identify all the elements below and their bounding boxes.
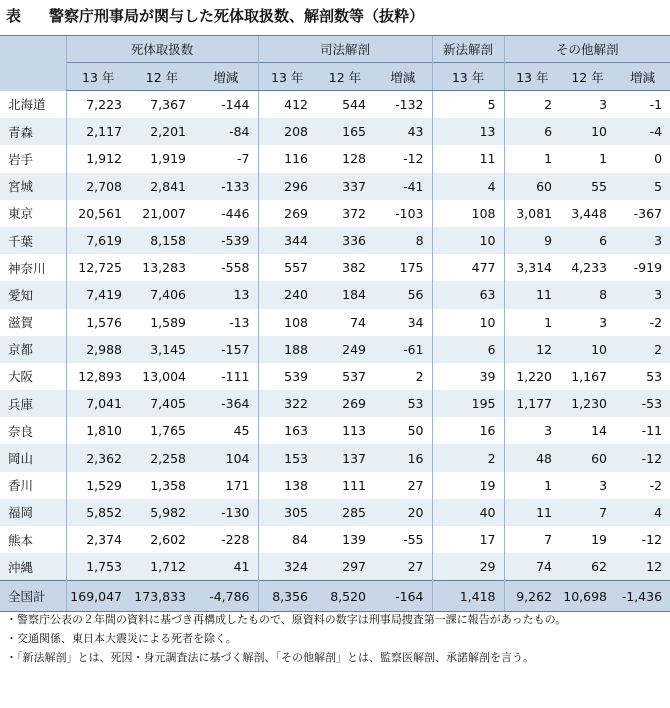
value-cell: 56	[374, 281, 432, 308]
value-cell: -446	[194, 200, 258, 227]
value-cell: 60	[504, 173, 560, 200]
value-cell: -103	[374, 200, 432, 227]
prefecture-cell: 京都	[0, 336, 66, 363]
value-cell: 10	[560, 118, 615, 145]
value-cell: 7	[560, 499, 615, 526]
value-cell: 1,919	[130, 145, 194, 172]
total-label-cell: 全国計	[0, 581, 66, 612]
value-cell: 11	[504, 281, 560, 308]
total-value-cell: 8,356	[258, 581, 316, 612]
value-cell: 324	[258, 553, 316, 581]
data-table	[0, 35, 670, 612]
value-cell: 305	[258, 499, 316, 526]
value-cell: 19	[432, 472, 504, 499]
value-cell: 7,367	[130, 91, 194, 119]
value-cell: -144	[194, 91, 258, 119]
prefecture-cell: 奈良	[0, 417, 66, 444]
value-cell: 17	[432, 526, 504, 553]
table-row	[0, 227, 670, 254]
group-header-other: その他解剖	[504, 36, 670, 63]
sub-header: 13 年	[432, 63, 504, 91]
value-cell: 13	[194, 281, 258, 308]
total-value-cell: 173,833	[130, 581, 194, 612]
value-cell: 175	[374, 254, 432, 281]
value-cell: 382	[316, 254, 374, 281]
value-cell: 3,081	[504, 200, 560, 227]
value-cell: 20,561	[66, 200, 130, 227]
value-cell: 3,145	[130, 336, 194, 363]
value-cell: 1,220	[504, 363, 560, 390]
value-cell: 3,314	[504, 254, 560, 281]
value-cell: 29	[432, 553, 504, 581]
value-cell: 10	[432, 309, 504, 336]
total-value-cell: -164	[374, 581, 432, 612]
value-cell: -11	[615, 417, 670, 444]
value-cell: 477	[432, 254, 504, 281]
value-cell: -2	[615, 309, 670, 336]
value-cell: 16	[374, 444, 432, 471]
value-cell: 240	[258, 281, 316, 308]
value-cell: 1,167	[560, 363, 615, 390]
value-cell: 12,893	[66, 363, 130, 390]
value-cell: -367	[615, 200, 670, 227]
value-cell: 14	[560, 417, 615, 444]
table-row	[0, 390, 670, 417]
value-cell: 27	[374, 553, 432, 581]
value-cell: 1	[504, 145, 560, 172]
value-cell: 5,982	[130, 499, 194, 526]
value-cell: 63	[432, 281, 504, 308]
value-cell: 2,374	[66, 526, 130, 553]
value-cell: 1	[504, 472, 560, 499]
prefecture-cell: 東京	[0, 200, 66, 227]
value-cell: 40	[432, 499, 504, 526]
prefecture-cell: 滋賀	[0, 309, 66, 336]
prefecture-cell: 大阪	[0, 363, 66, 390]
value-cell: 9	[504, 227, 560, 254]
value-cell: 13,283	[130, 254, 194, 281]
value-cell: 2,841	[130, 173, 194, 200]
value-cell: -228	[194, 526, 258, 553]
value-cell: 8,158	[130, 227, 194, 254]
table-row	[0, 526, 670, 553]
value-cell: 195	[432, 390, 504, 417]
table-row	[0, 254, 670, 281]
value-cell: 2,708	[66, 173, 130, 200]
group-header-total: 死体取扱数	[66, 36, 258, 63]
sub-header: 13 年	[66, 63, 130, 91]
value-cell: 1,589	[130, 309, 194, 336]
value-cell: 53	[374, 390, 432, 417]
value-cell: -157	[194, 336, 258, 363]
value-cell: 4	[432, 173, 504, 200]
value-cell: 6	[432, 336, 504, 363]
sub-header: 12 年	[316, 63, 374, 91]
group-header-newlaw: 新法解剖	[432, 36, 504, 63]
sub-header: 13 年	[504, 63, 560, 91]
value-cell: 12	[615, 553, 670, 581]
value-cell: 13	[432, 118, 504, 145]
value-cell: 3	[560, 472, 615, 499]
value-cell: -53	[615, 390, 670, 417]
value-cell: 1,358	[130, 472, 194, 499]
value-cell: 537	[316, 363, 374, 390]
value-cell: -61	[374, 336, 432, 363]
value-cell: 6	[504, 118, 560, 145]
table-footer	[0, 581, 670, 612]
value-cell: 1	[560, 145, 615, 172]
value-cell: -55	[374, 526, 432, 553]
prefecture-cell: 神奈川	[0, 254, 66, 281]
title-text: 警察庁刑事局が関与した死体取扱数、解剖数等（抜粋）	[49, 6, 425, 25]
value-cell: 285	[316, 499, 374, 526]
value-cell: 3,448	[560, 200, 615, 227]
value-cell: 1	[504, 309, 560, 336]
value-cell: -364	[194, 390, 258, 417]
total-row	[0, 581, 670, 612]
value-cell: 84	[258, 526, 316, 553]
prefecture-cell: 岩手	[0, 145, 66, 172]
total-value-cell: 8,520	[316, 581, 374, 612]
value-cell: 2,602	[130, 526, 194, 553]
sub-header: 増減	[615, 63, 670, 91]
table-row	[0, 200, 670, 227]
value-cell: 7	[504, 526, 560, 553]
data-table-container	[0, 35, 670, 612]
value-cell: 5,852	[66, 499, 130, 526]
value-cell: 8	[560, 281, 615, 308]
value-cell: 139	[316, 526, 374, 553]
table-header	[0, 36, 670, 91]
value-cell: 20	[374, 499, 432, 526]
value-cell: 7,041	[66, 390, 130, 417]
value-cell: -2	[615, 472, 670, 499]
value-cell: 153	[258, 444, 316, 471]
value-cell: 74	[504, 553, 560, 581]
footnotes	[6, 610, 566, 667]
value-cell: 249	[316, 336, 374, 363]
prefecture-cell: 青森	[0, 118, 66, 145]
value-cell: 296	[258, 173, 316, 200]
value-cell: 2,362	[66, 444, 130, 471]
value-cell: 171	[194, 472, 258, 499]
prefecture-cell: 北海道	[0, 91, 66, 119]
value-cell: 2	[432, 444, 504, 471]
value-cell: -919	[615, 254, 670, 281]
table-row	[0, 145, 670, 172]
prefecture-cell: 岡山	[0, 444, 66, 471]
total-value-cell: 1,418	[432, 581, 504, 612]
value-cell: 108	[258, 309, 316, 336]
value-cell: 113	[316, 417, 374, 444]
value-cell: 2	[504, 91, 560, 119]
total-value-cell: -1,436	[615, 581, 670, 612]
value-cell: 6	[560, 227, 615, 254]
value-cell: 7,406	[130, 281, 194, 308]
value-cell: 344	[258, 227, 316, 254]
value-cell: -111	[194, 363, 258, 390]
footnote: ・「新法解剖」とは、死因・身元調査法に基づく解剖、「その他解剖」とは、監察医解剖、承諾解剖を言う。	[6, 651, 534, 664]
prefecture-cell: 兵庫	[0, 390, 66, 417]
value-cell: 2,988	[66, 336, 130, 363]
table-row	[0, 309, 670, 336]
value-cell: 208	[258, 118, 316, 145]
value-cell: 111	[316, 472, 374, 499]
value-cell: 116	[258, 145, 316, 172]
value-cell: 322	[258, 390, 316, 417]
prefecture-cell: 千葉	[0, 227, 66, 254]
total-value-cell: 169,047	[66, 581, 130, 612]
value-cell: 3	[560, 91, 615, 119]
value-cell: 11	[432, 145, 504, 172]
table-row	[0, 417, 670, 444]
value-cell: 2,258	[130, 444, 194, 471]
value-cell: 45	[194, 417, 258, 444]
value-cell: 7,419	[66, 281, 130, 308]
table-row	[0, 472, 670, 499]
value-cell: 3	[615, 281, 670, 308]
prefecture-cell: 沖縄	[0, 553, 66, 581]
corner-header	[0, 36, 66, 91]
value-cell: 1,765	[130, 417, 194, 444]
value-cell: 13,004	[130, 363, 194, 390]
value-cell: -539	[194, 227, 258, 254]
value-cell: 2,117	[66, 118, 130, 145]
value-cell: -133	[194, 173, 258, 200]
value-cell: -7	[194, 145, 258, 172]
value-cell: 2	[374, 363, 432, 390]
value-cell: 188	[258, 336, 316, 363]
value-cell: 1,810	[66, 417, 130, 444]
table-row	[0, 91, 670, 119]
value-cell: 1,177	[504, 390, 560, 417]
value-cell: 7,619	[66, 227, 130, 254]
value-cell: 7,223	[66, 91, 130, 119]
value-cell: 55	[560, 173, 615, 200]
value-cell: 1,753	[66, 553, 130, 581]
value-cell: 53	[615, 363, 670, 390]
value-cell: 2,201	[130, 118, 194, 145]
value-cell: 165	[316, 118, 374, 145]
value-cell: 12	[504, 336, 560, 363]
table-row	[0, 499, 670, 526]
value-cell: 3	[615, 227, 670, 254]
value-cell: 27	[374, 472, 432, 499]
value-cell: -4	[615, 118, 670, 145]
sub-header: 12 年	[130, 63, 194, 91]
value-cell: 34	[374, 309, 432, 336]
value-cell: 137	[316, 444, 374, 471]
value-cell: -12	[374, 145, 432, 172]
value-cell: 336	[316, 227, 374, 254]
value-cell: -12	[615, 526, 670, 553]
value-cell: 1,230	[560, 390, 615, 417]
value-cell: 138	[258, 472, 316, 499]
table-row	[0, 173, 670, 200]
title-label: 表	[6, 6, 22, 25]
sub-header: 13 年	[258, 63, 316, 91]
footnote: ・交通関係、東日本大震災による死者を除く。	[6, 632, 237, 645]
value-cell: 10	[432, 227, 504, 254]
value-cell: 163	[258, 417, 316, 444]
table-row	[0, 444, 670, 471]
total-value-cell: 10,698	[560, 581, 615, 612]
table-row	[0, 553, 670, 581]
value-cell: 337	[316, 173, 374, 200]
value-cell: 297	[316, 553, 374, 581]
value-cell: 60	[560, 444, 615, 471]
value-cell: 4,233	[560, 254, 615, 281]
footnote: ・警察庁公表の２年間の資料に基づき再構成したもので、原資料の数字は刑事局捜査第一課に報告があったもの。	[6, 613, 567, 626]
value-cell: 0	[615, 145, 670, 172]
value-cell: 41	[194, 553, 258, 581]
value-cell: 48	[504, 444, 560, 471]
value-cell: 557	[258, 254, 316, 281]
value-cell: -12	[615, 444, 670, 471]
value-cell: 108	[432, 200, 504, 227]
prefecture-cell: 福岡	[0, 499, 66, 526]
value-cell: -558	[194, 254, 258, 281]
value-cell: 50	[374, 417, 432, 444]
table-row	[0, 118, 670, 145]
value-cell: -130	[194, 499, 258, 526]
table-row	[0, 363, 670, 390]
value-cell: 412	[258, 91, 316, 119]
prefecture-cell: 香川	[0, 472, 66, 499]
value-cell: 1,576	[66, 309, 130, 336]
value-cell: 8	[374, 227, 432, 254]
value-cell: 3	[504, 417, 560, 444]
value-cell: 269	[258, 200, 316, 227]
group-header-judicial: 司法解剖	[258, 36, 432, 63]
value-cell: 12,725	[66, 254, 130, 281]
value-cell: 128	[316, 145, 374, 172]
value-cell: -1	[615, 91, 670, 119]
value-cell: 4	[615, 499, 670, 526]
value-cell: -84	[194, 118, 258, 145]
total-value-cell: 9,262	[504, 581, 560, 612]
sub-header: 12 年	[560, 63, 615, 91]
table-body	[0, 91, 670, 581]
value-cell: 269	[316, 390, 374, 417]
value-cell: 19	[560, 526, 615, 553]
value-cell: 7,405	[130, 390, 194, 417]
table-title	[6, 4, 424, 26]
value-cell: 3	[560, 309, 615, 336]
value-cell: -13	[194, 309, 258, 336]
value-cell: 5	[615, 173, 670, 200]
value-cell: 10	[560, 336, 615, 363]
prefecture-cell: 愛知	[0, 281, 66, 308]
sub-header: 増減	[194, 63, 258, 91]
value-cell: -41	[374, 173, 432, 200]
value-cell: 1,712	[130, 553, 194, 581]
value-cell: 43	[374, 118, 432, 145]
value-cell: 62	[560, 553, 615, 581]
value-cell: 74	[316, 309, 374, 336]
value-cell: 1,529	[66, 472, 130, 499]
value-cell: -132	[374, 91, 432, 119]
value-cell: 11	[504, 499, 560, 526]
table-row	[0, 336, 670, 363]
value-cell: 21,007	[130, 200, 194, 227]
value-cell: 544	[316, 91, 374, 119]
value-cell: 39	[432, 363, 504, 390]
value-cell: 2	[615, 336, 670, 363]
value-cell: 184	[316, 281, 374, 308]
prefecture-cell: 熊本	[0, 526, 66, 553]
total-value-cell: -4,786	[194, 581, 258, 612]
table-row	[0, 281, 670, 308]
value-cell: 372	[316, 200, 374, 227]
value-cell: 104	[194, 444, 258, 471]
value-cell: 5	[432, 91, 504, 119]
value-cell: 16	[432, 417, 504, 444]
value-cell: 539	[258, 363, 316, 390]
value-cell: 1,912	[66, 145, 130, 172]
sub-header: 増減	[374, 63, 432, 91]
prefecture-cell: 宮城	[0, 173, 66, 200]
